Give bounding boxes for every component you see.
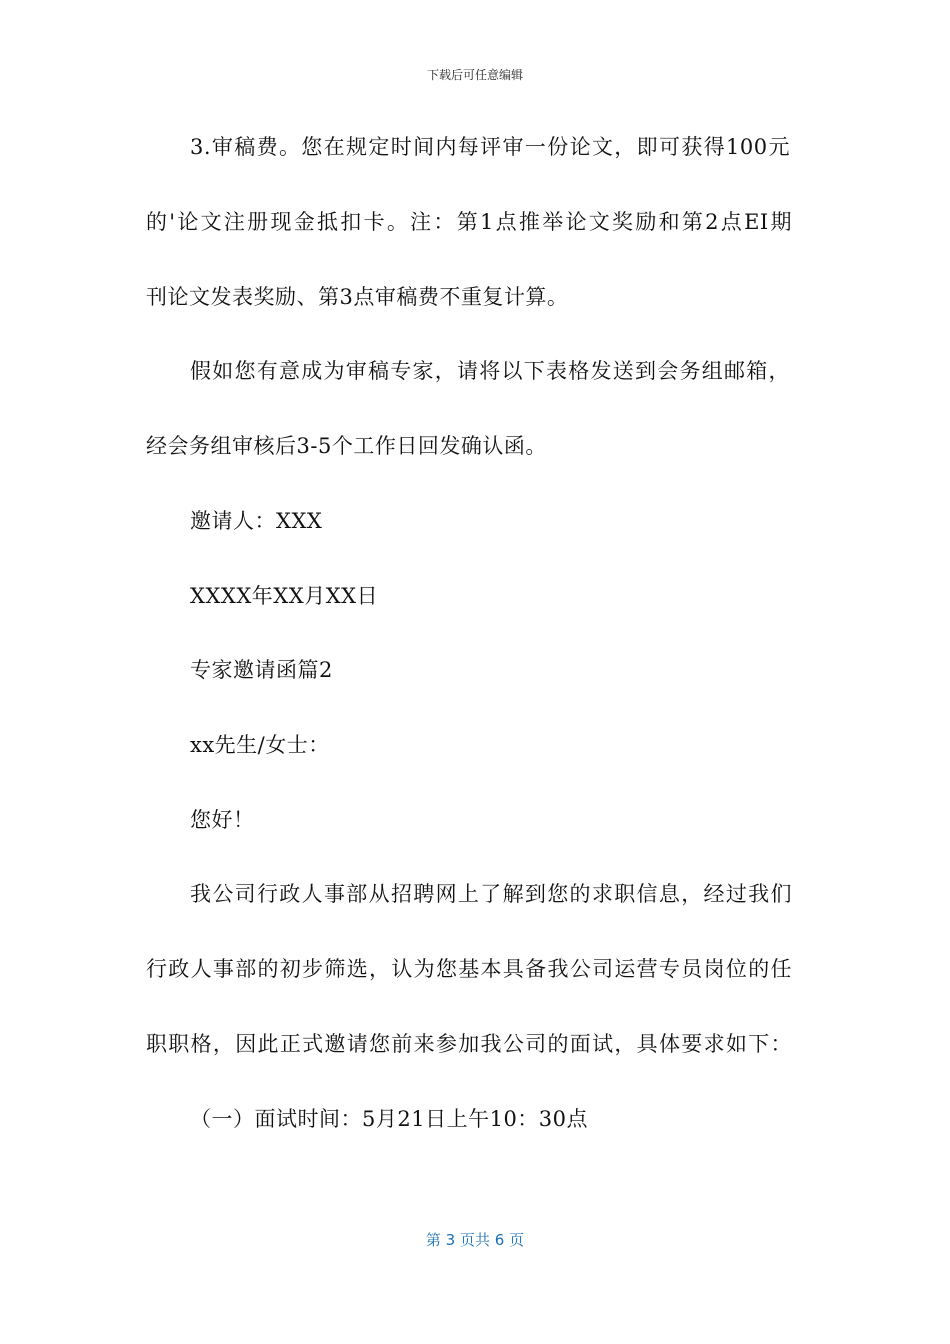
paragraph-1-line-2: 的'论文注册现金抵扣卡。注：第1点推举论文奖励和第2点EI期 [146,210,792,234]
paragraph-3-line-2: 行政人事部的初步筛选，认为您基本具备我公司运营专员岗位的任 [146,957,792,981]
inviter-line: 邀请人：XXX [190,509,323,533]
paragraph-1-line-3: 刊论文发表奖励、第3点审稿费不重复计算。 [146,285,569,309]
paragraph-2-line-1: 假如您有意成为审稿专家，请将以下表格发送到会务组邮箱， [190,359,790,383]
salutation: xx先生/女士： [190,733,330,757]
paragraph-1-line-1: 3.审稿费。您在规定时间内每评审一份论文，即可获得100元 [190,135,790,159]
interview-time-item: （一）面试时间：5月21日上午10：30点 [190,1107,589,1131]
section-title: 专家邀请函篇2 [190,658,333,682]
paragraph-2-line-2: 经会务组审核后3-5个工作日回发确认函。 [146,434,547,458]
paragraph-3-line-3: 职职格，因此正式邀请您前来参加我公司的面试，具体要求如下： [146,1032,792,1056]
paragraph-3-line-1: 我公司行政人事部从招聘网上了解到您的求职信息，经过我们 [190,882,792,906]
page-number-footer: 第 3 页共 6 页 [425,1231,525,1249]
greeting: 您好！ [190,808,255,832]
date-line: XXXX年XX月XX日 [190,584,379,608]
page-header-note: 下载后可任意编辑 [426,68,523,82]
